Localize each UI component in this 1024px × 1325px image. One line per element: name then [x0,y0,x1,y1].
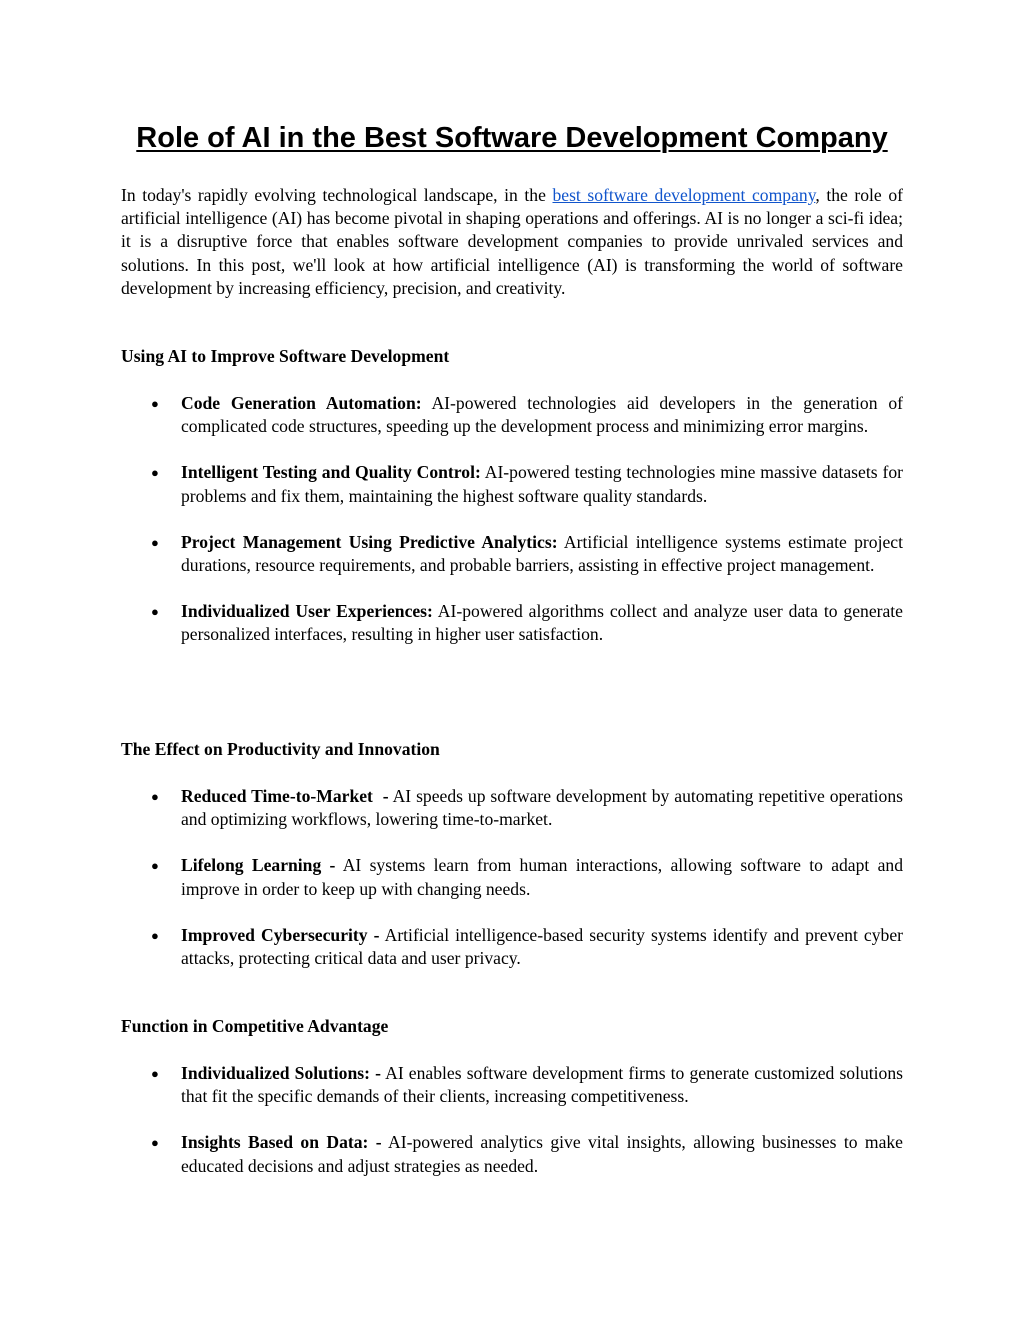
list-item-text: AI-powered testing technologies mine massive datasets for problems and fix them, maintaining the highest software quality standards. [181,462,903,506]
list-item [121,392,903,438]
list-item-text: AI systems learn from human interactions, allowing software to adapt and improve in order to keep up with changing needs. [181,855,903,899]
list-item [121,1062,903,1108]
list-item-text: Artificial intelligence-based security systems identify and prevent cyber attacks, protecting critical data and user privacy. [181,924,903,969]
bullet-list-productivity-innovation [121,785,903,970]
list-item [121,854,903,900]
list-item-term: Insights Based on Data: - [181,1132,382,1153]
list-item-term: Reduced Time-to-Market - [181,786,389,806]
list-item-term: Individualized Solutions: - [181,1063,381,1083]
bullet-icon: ● [151,858,159,874]
list-item-text: AI enables software development firms to generate customized solutions that fit the specific demands of their clients, increasing competitiveness. [181,1063,903,1107]
list-item [121,461,903,507]
intro-text-after-link: , the role of artificial intelligence (AI) has become pivotal in shaping operations and offerings. AI is no longer a sci-fi idea; it is a disruptive force that enables software development companies to provide unrivaled services and solutions. In this post, we'll look at how artificial intelligence (AI) is transforming the world of software development by increasing efficiency, precision, and creativity. [121,185,903,298]
bullet-list-improve-development [121,392,903,647]
list-item-text: AI-powered technologies aid developers in the generation of complicated code structures, speeding up the development process and minimizing error margins. [181,393,904,437]
list-item-text: AI-powered algorithms collect and analyze user data to generate personalized interfaces, resulting in higher user satisfaction. [181,601,903,645]
list-item-term: Intelligent Testing and Quality Control: [181,462,481,483]
intro-paragraph [121,184,903,300]
bullet-icon: ● [151,927,159,943]
bullet-icon: ● [151,1135,159,1151]
list-item-text: AI speeds up software development by automating repetitive operations and optimizing workflows, lowering time-to-market. [181,786,903,830]
list-item-text: Artificial intelligence systems estimate project durations, resource requirements, and probable barriers, assisting in effective project management. [181,531,903,576]
bullet-icon: ● [151,396,159,411]
list-item [121,924,903,970]
list-item [121,1131,903,1177]
bullet-icon: ● [151,465,159,481]
section-heading-improve-development: Using AI to Improve Software Development [121,346,450,366]
bullet-icon: ● [151,604,159,620]
document-title: Role of AI in the Best Software Development Company [136,122,888,154]
intro-text-before-link: In today's rapidly evolving technological landscape, in the [121,185,553,205]
list-item-term: Code Generation Automation: [181,393,422,413]
list-item [121,531,903,577]
list-item-term: Project Management Using Predictive Analytics: [181,531,558,552]
list-item-term: Lifelong Learning - [181,855,336,876]
bullet-icon: ● [151,534,159,550]
list-item [121,600,903,646]
list-item [121,785,903,831]
best-software-development-company-link[interactable]: best software development company [552,185,816,205]
list-item-term: Individualized User Experiences: [181,601,433,622]
bullet-list-competitive-advantage [121,1062,903,1178]
bullet-icon: ● [151,789,159,804]
section-heading-competitive-advantage: Function in Competitive Advantage [121,1016,389,1036]
bullet-icon: ● [151,1066,159,1081]
list-item-text: AI-powered analytics give vital insights, allowing businesses to make educated decisions and adjust strategies as needed. [181,1132,903,1176]
section-heading-productivity-innovation: The Effect on Productivity and Innovation [121,739,440,759]
list-item-term: Improved Cybersecurity - [181,924,380,945]
